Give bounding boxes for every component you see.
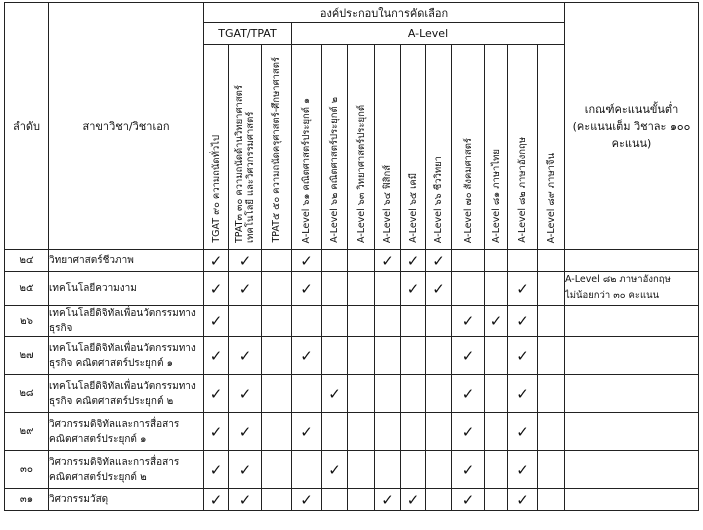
- row-number: ๒๕: [5, 272, 49, 306]
- subject-cell: [538, 337, 565, 375]
- major-name: [49, 413, 204, 451]
- subject-cell: [229, 272, 262, 306]
- subject-cell: [538, 250, 565, 272]
- subject-cell: [485, 250, 508, 272]
- check-mark-icon: ✓: [209, 490, 223, 509]
- subject-column-header: [292, 45, 322, 250]
- check-mark-icon: ✓: [516, 346, 529, 365]
- subject-cell: [538, 451, 565, 489]
- subject-cell: [348, 413, 375, 451]
- major-name-line: วิศวกรรมดิจิทัลและการสื่อสาร: [49, 418, 180, 430]
- check-mark-icon: ✓: [238, 422, 252, 441]
- subject-cell: [452, 250, 485, 272]
- major-name-line: คณิตศาสตร์ประยุกต์ ๒: [49, 471, 147, 483]
- subject-cell: [292, 375, 322, 413]
- admission-criteria-table: [4, 2, 699, 511]
- subject-cell: [375, 272, 401, 306]
- major-name: [49, 375, 204, 413]
- subject-cell: [292, 337, 322, 375]
- alevel-group-header: A-Level: [292, 23, 565, 45]
- subject-cell: [348, 489, 375, 511]
- subject-cell: [375, 306, 401, 337]
- check-mark-icon: ✓: [516, 312, 529, 330]
- subject-column-header: [401, 45, 426, 250]
- subject-cell: [538, 375, 565, 413]
- criteria-header-line: คะแนน): [611, 136, 652, 150]
- subject-cell: [262, 250, 292, 272]
- subject-column-header: [485, 45, 508, 250]
- subject-cell: [204, 489, 229, 511]
- components-header: องค์ประกอบในการคัดเลือก: [204, 3, 565, 23]
- check-mark-icon: ✓: [461, 460, 475, 479]
- check-mark-icon: ✓: [209, 279, 223, 298]
- row-number: ๒๙: [5, 413, 49, 451]
- subject-cell: [375, 413, 401, 451]
- subject-column-label: TGAT ๙๐ ความถนัดทั่วไป: [210, 135, 222, 243]
- check-mark-icon: ✓: [238, 460, 252, 479]
- subject-cell: [322, 337, 348, 375]
- check-mark-icon: ✓: [381, 490, 394, 509]
- subject-cell: [322, 375, 348, 413]
- subject-cell: [348, 250, 375, 272]
- subject-cell: [538, 306, 565, 337]
- minimum-criteria: [565, 272, 699, 306]
- subject-cell: [375, 337, 401, 375]
- criteria-header-line: เกณฑ์คะแนนขั้นต่ำ: [584, 102, 679, 116]
- row-number: ๒๔: [5, 250, 49, 272]
- minimum-criteria: [565, 375, 699, 413]
- subject-cell: [229, 250, 262, 272]
- check-mark-icon: ✓: [300, 279, 313, 298]
- check-mark-icon: ✓: [432, 279, 445, 298]
- major-name-line: เทคโนโลยีดิจิทัลเพื่อนวัตกรรมทางธุรกิจ: [49, 308, 196, 334]
- minimum-criteria-line: ไม่น้อยกว่า ๓๐ คะแนน: [565, 290, 660, 301]
- subject-cell: [322, 306, 348, 337]
- check-mark-icon: ✓: [461, 490, 475, 509]
- subject-cell: [426, 306, 452, 337]
- subject-cell: [229, 451, 262, 489]
- check-mark-icon: ✓: [516, 422, 529, 441]
- subject-cell: [485, 489, 508, 511]
- check-mark-icon: ✓: [489, 312, 503, 330]
- check-mark-icon: ✓: [461, 422, 475, 441]
- subject-cell: [538, 489, 565, 511]
- subject-column-label: A-Level ๘๑ ภาษาไทย: [490, 149, 502, 243]
- subject-cell: [292, 272, 322, 306]
- check-mark-icon: ✓: [381, 251, 394, 270]
- subject-cell: [204, 413, 229, 451]
- subject-cell: [292, 306, 322, 337]
- subject-cell: [322, 272, 348, 306]
- subject-cell: [452, 413, 485, 451]
- minimum-criteria: [565, 306, 699, 337]
- table-row: [5, 250, 699, 272]
- subject-cell: [485, 451, 508, 489]
- subject-cell: [262, 306, 292, 337]
- subject-cell: [292, 413, 322, 451]
- row-number: ๓๑: [5, 489, 49, 511]
- subject-column-label: A-Level ๖๒ คณิตศาสตร์ประยุกต์ ๒: [329, 97, 340, 243]
- check-mark-icon: ✓: [406, 279, 420, 298]
- subject-cell: [538, 413, 565, 451]
- major-name-line: ธุรกิจ คณิตศาสตร์ประยุกต์ ๒: [49, 395, 174, 407]
- major-name-line: เทคโนโลยีดิจิทัลเพื่อนวัตกรรมทาง: [49, 380, 196, 392]
- subject-cell: [401, 489, 426, 511]
- subject-cell: [229, 337, 262, 375]
- check-mark-icon: ✓: [238, 490, 252, 509]
- check-mark-icon: ✓: [461, 384, 475, 403]
- subject-column-header: [229, 45, 262, 250]
- check-mark-icon: ✓: [209, 422, 223, 441]
- subject-cell: [322, 250, 348, 272]
- subject-cell: [375, 250, 401, 272]
- subject-cell: [538, 272, 565, 306]
- minimum-criteria: [565, 451, 699, 489]
- subject-column-header: [508, 45, 538, 250]
- major-name: [49, 272, 204, 306]
- check-mark-icon: ✓: [328, 384, 341, 403]
- subject-cell: [485, 272, 508, 306]
- subject-cell: [375, 375, 401, 413]
- row-number: ๒๗: [5, 337, 49, 375]
- subject-cell: [292, 250, 322, 272]
- major-name-line: วิทยาศาสตร์ชีวภาพ: [49, 255, 134, 266]
- subject-cell: [204, 375, 229, 413]
- subject-cell: [262, 451, 292, 489]
- subject-cell: [426, 375, 452, 413]
- subject-cell: [401, 337, 426, 375]
- subject-cell: [322, 489, 348, 511]
- subject-cell: [229, 413, 262, 451]
- subject-column-label: A-Level ๖๑ คณิตศาสตร์ประยุกต์ ๑: [301, 97, 312, 243]
- subject-cell: [322, 413, 348, 451]
- major-name: [49, 337, 204, 375]
- subject-column-header: [262, 45, 292, 250]
- subject-cell: [401, 451, 426, 489]
- subject-cell: [426, 250, 452, 272]
- check-mark-icon: ✓: [516, 384, 529, 403]
- table-row: [5, 375, 699, 413]
- subject-cell: [401, 272, 426, 306]
- subject-cell: [204, 250, 229, 272]
- subject-cell: [348, 272, 375, 306]
- subject-cell: [508, 306, 538, 337]
- major-name-line: วิศวกรรมดิจิทัลและการสื่อสาร: [49, 456, 180, 468]
- subject-cell: [348, 375, 375, 413]
- subject-cell: [508, 250, 538, 272]
- minimum-criteria: [565, 489, 699, 511]
- subject-column-header: [375, 45, 401, 250]
- subject-cell: [452, 451, 485, 489]
- check-mark-icon: ✓: [406, 490, 420, 509]
- check-mark-icon: ✓: [432, 251, 445, 270]
- subject-column-label: TPAT๕ ๕๐ ความถนัดครุศาสตร์-ศึกษาศาสตร์: [271, 57, 282, 243]
- major-header: สาขาวิชา/วิชาเอก: [49, 3, 204, 250]
- major-name-line: เทคโนโลยีความงาม: [49, 283, 137, 294]
- check-mark-icon: ✓: [238, 384, 252, 403]
- subject-column-header: [426, 45, 452, 250]
- check-mark-icon: ✓: [238, 279, 252, 298]
- subject-column-label: TPAT๓ ๓๐ ความถนัดด้านวิทยาศาสตร์ เทคโนโลยี และวิศวกรรมศาสตร์: [234, 85, 256, 243]
- minimum-criteria: [565, 250, 699, 272]
- subject-cell: [229, 489, 262, 511]
- subject-cell: [452, 375, 485, 413]
- subject-cell: [204, 272, 229, 306]
- check-mark-icon: ✓: [238, 346, 252, 365]
- subject-column-label: A-Level ๘๒ ภาษาอังกฤษ: [517, 137, 528, 243]
- subject-cell: [401, 375, 426, 413]
- subject-cell: [426, 413, 452, 451]
- subject-column-header: [452, 45, 485, 250]
- major-name: [49, 306, 204, 337]
- subject-cell: [262, 489, 292, 511]
- row-number: ๒๘: [5, 375, 49, 413]
- check-mark-icon: ✓: [209, 346, 223, 365]
- check-mark-icon: ✓: [300, 422, 313, 441]
- check-mark-icon: ✓: [238, 251, 252, 270]
- check-mark-icon: ✓: [300, 346, 313, 365]
- table-row: [5, 306, 699, 337]
- subject-cell: [348, 451, 375, 489]
- subject-cell: [485, 337, 508, 375]
- check-mark-icon: ✓: [516, 490, 529, 509]
- subject-cell: [485, 375, 508, 413]
- subject-cell: [375, 489, 401, 511]
- subject-cell: [204, 451, 229, 489]
- minimum-criteria: [565, 413, 699, 451]
- row-number: ๒๖: [5, 306, 49, 337]
- subject-column-label: A-Level ๘๙ ภาษาจีน: [545, 152, 557, 243]
- subject-cell: [426, 337, 452, 375]
- check-mark-icon: ✓: [209, 312, 223, 330]
- subject-cell: [292, 489, 322, 511]
- table-row: [5, 451, 699, 489]
- subject-cell: [204, 306, 229, 337]
- major-name: [49, 489, 204, 511]
- subject-cell: [229, 306, 262, 337]
- subject-cell: [348, 306, 375, 337]
- subject-column-label: A-Level ๖๔ ฟิสิกส์: [382, 164, 393, 243]
- subject-cell: [375, 451, 401, 489]
- check-mark-icon: ✓: [209, 460, 223, 479]
- subject-cell: [508, 489, 538, 511]
- check-mark-icon: ✓: [328, 460, 341, 479]
- subject-cell: [452, 337, 485, 375]
- subject-cell: [262, 337, 292, 375]
- minimum-criteria-line: A-Level ๘๒ ภาษาอังกฤษ: [565, 274, 671, 285]
- subject-cell: [292, 451, 322, 489]
- subject-cell: [508, 375, 538, 413]
- subject-cell: [508, 337, 538, 375]
- subject-column-label: A-Level ๗๐ สังคมศาสตร์: [462, 137, 474, 243]
- check-mark-icon: ✓: [209, 384, 223, 403]
- subject-column-header: [348, 45, 375, 250]
- subject-cell: [426, 451, 452, 489]
- order-header: ลำดับ: [5, 3, 49, 250]
- subject-cell: [508, 413, 538, 451]
- major-name: [49, 250, 204, 272]
- subject-cell: [204, 337, 229, 375]
- subject-cell: [322, 451, 348, 489]
- subject-column-label: A-Level ๖๕ เคมี: [407, 173, 419, 243]
- subject-column-label: A-Level ๖๓ วิทยาศาสตร์ประยุกต์: [355, 104, 367, 243]
- subject-column-header: [538, 45, 565, 250]
- subject-cell: [262, 272, 292, 306]
- criteria-header: [565, 3, 699, 250]
- table-row: [5, 489, 699, 511]
- check-mark-icon: ✓: [516, 460, 529, 479]
- check-mark-icon: ✓: [300, 490, 313, 509]
- subject-cell: [452, 272, 485, 306]
- row-number: ๓๐: [5, 451, 49, 489]
- subject-cell: [426, 272, 452, 306]
- subject-cell: [262, 375, 292, 413]
- subject-cell: [508, 451, 538, 489]
- subject-cell: [508, 272, 538, 306]
- subject-cell: [401, 250, 426, 272]
- table-row: [5, 272, 699, 306]
- subject-cell: [401, 306, 426, 337]
- table-row: [5, 413, 699, 451]
- check-mark-icon: ✓: [461, 312, 475, 330]
- check-mark-icon: ✓: [516, 279, 529, 298]
- subject-column-header: [204, 45, 229, 250]
- subject-cell: [262, 413, 292, 451]
- subject-cell: [452, 306, 485, 337]
- subject-cell: [485, 306, 508, 337]
- major-name-line: เทคโนโลยีดิจิทัลเพื่อนวัตกรรมทาง: [49, 342, 196, 354]
- subject-column-header: [322, 45, 348, 250]
- check-mark-icon: ✓: [461, 346, 475, 365]
- tgat-tpat-group-header: TGAT/TPAT: [204, 23, 292, 45]
- major-name-line: ธุรกิจ คณิตศาสตร์ประยุกต์ ๑: [49, 357, 173, 369]
- subject-cell: [401, 413, 426, 451]
- major-name-line: วิศวกรรมวัสดุ: [49, 494, 109, 505]
- major-name-line: คณิตศาสตร์ประยุกต์ ๑: [49, 433, 147, 445]
- subject-cell: [452, 489, 485, 511]
- table-row: [5, 337, 699, 375]
- subject-cell: [485, 413, 508, 451]
- subject-column-label: A-Level ๖๖ ชีววิทยา: [433, 155, 444, 243]
- major-name: [49, 451, 204, 489]
- criteria-header-line: (คะแนนเต็ม วิชาละ ๑๐๐: [572, 119, 691, 133]
- minimum-criteria: [565, 337, 699, 375]
- subject-cell: [229, 375, 262, 413]
- subject-cell: [426, 489, 452, 511]
- check-mark-icon: ✓: [209, 251, 223, 270]
- check-mark-icon: ✓: [300, 251, 313, 270]
- subject-cell: [348, 337, 375, 375]
- check-mark-icon: ✓: [406, 251, 420, 270]
